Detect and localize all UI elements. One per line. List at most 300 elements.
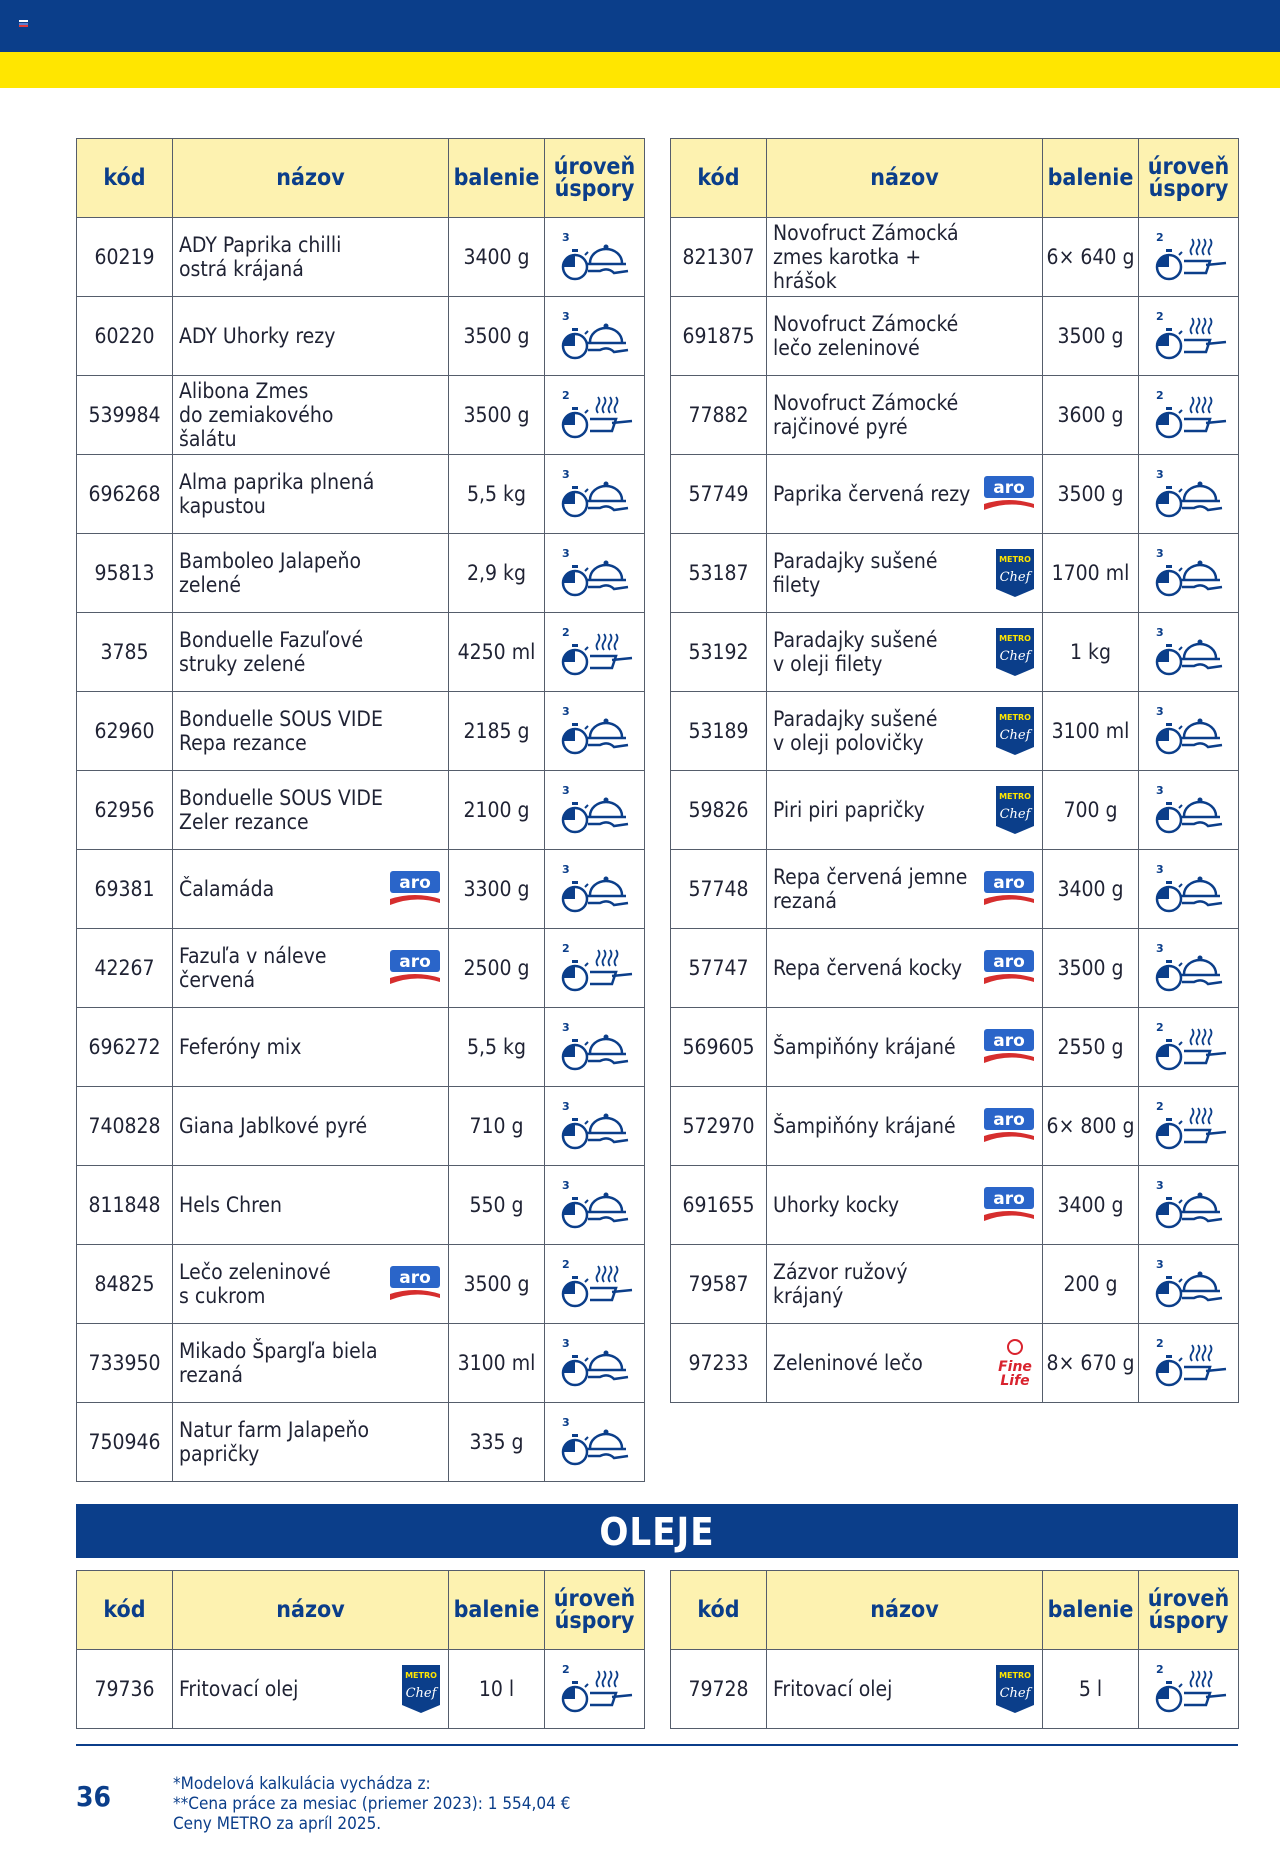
product-name-cell	[173, 850, 449, 929]
level-number: 3	[561, 231, 570, 244]
svg-text:Chef: Chef	[405, 1686, 437, 1701]
header-pack: balenie	[449, 1571, 545, 1650]
table-row	[77, 297, 645, 376]
savings-level	[1139, 1166, 1239, 1245]
cloche-icon	[556, 859, 634, 919]
footnote-2: **Cena práce za mesiac (priemer 2023): 1 554,04 €	[173, 1794, 571, 1814]
header-level	[545, 139, 645, 218]
pan-icon	[1150, 227, 1228, 287]
product-pack: 700 g	[1043, 771, 1139, 850]
svg-text:Chef: Chef	[999, 1686, 1031, 1701]
table-row	[77, 376, 645, 455]
product-pack: 3500 g	[1043, 929, 1139, 1008]
table-row	[671, 929, 1239, 1008]
product-code: 572970	[671, 1087, 767, 1166]
aro-logo	[982, 474, 1036, 514]
svg-text:aro: aro	[399, 1268, 431, 1288]
cloche-icon	[556, 1175, 634, 1235]
product-pack: 3500 g	[449, 376, 545, 455]
level-number: 3	[1155, 705, 1164, 718]
metro-chef-logo	[994, 784, 1036, 836]
cloche-icon	[556, 1333, 634, 1393]
product-name: Paradajky sušené v oleji polovičky	[773, 707, 938, 755]
savings-level	[545, 1166, 645, 1245]
fine-life-logo	[994, 1337, 1036, 1389]
header-code: kód	[671, 139, 767, 218]
product-name: Repa červená jemne rezaná	[773, 865, 968, 913]
product-name-cell	[173, 1087, 449, 1166]
product-pack: 5 l	[1043, 1650, 1139, 1729]
savings-level	[1139, 1650, 1239, 1729]
product-name: ADY Paprika chilli ostrá krájaná	[179, 233, 342, 281]
level-number: 3	[1155, 942, 1164, 955]
product-name-cell	[173, 376, 449, 455]
oil-table-right	[670, 1570, 1239, 1729]
svg-text:Fine: Fine	[998, 1359, 1032, 1375]
product-code: 79587	[671, 1245, 767, 1324]
cloche-icon	[556, 227, 634, 287]
header-name: názov	[173, 1571, 449, 1650]
cloche-icon	[556, 780, 634, 840]
product-name: Natur farm Jalapeňo papričky	[179, 1418, 369, 1466]
svg-text:METRO: METRO	[999, 1671, 1031, 1680]
products-table-left	[76, 138, 645, 1482]
level-number: 2	[561, 626, 570, 639]
product-pack: 3500 g	[1043, 455, 1139, 534]
level-number: 2	[561, 389, 570, 402]
product-name-cell	[173, 613, 449, 692]
product-pack: 1 kg	[1043, 613, 1139, 692]
header-name: názov	[173, 139, 449, 218]
product-name: Šampiňóny krájané	[773, 1035, 956, 1059]
pan-icon	[1150, 1096, 1228, 1156]
product-code: 57749	[671, 455, 767, 534]
header-level-line2: úspory	[1148, 1608, 1229, 1634]
level-number: 3	[561, 784, 570, 797]
pan-icon	[1150, 385, 1228, 445]
aro-logo	[982, 948, 1036, 988]
savings-level	[545, 455, 645, 534]
product-pack: 2,9 kg	[449, 534, 545, 613]
level-number: 2	[1155, 231, 1164, 244]
product-name: Hels Chren	[179, 1193, 283, 1217]
product-code: 53192	[671, 613, 767, 692]
header-level-line2: úspory	[554, 176, 635, 202]
product-pack: 8× 670 g	[1043, 1324, 1139, 1403]
product-name-cell	[173, 455, 449, 534]
pan-icon	[1150, 306, 1228, 366]
metro-chef-logo	[994, 705, 1036, 757]
savings-level	[1139, 1324, 1239, 1403]
product-pack: 3500 g	[1043, 297, 1139, 376]
product-code: 691655	[671, 1166, 767, 1245]
savings-level	[545, 692, 645, 771]
header-level-line1: úroveň	[1147, 1586, 1230, 1612]
product-pack: 3400 g	[449, 218, 545, 297]
svg-text:METRO: METRO	[999, 713, 1031, 722]
product-code: 733950	[77, 1324, 173, 1403]
header-code: kód	[77, 139, 173, 218]
savings-level	[1139, 1087, 1239, 1166]
table-row	[77, 613, 645, 692]
level-number: 2	[1155, 1021, 1164, 1034]
table-row	[671, 297, 1239, 376]
product-pack: 5,5 kg	[449, 1008, 545, 1087]
product-name-cell	[173, 1008, 449, 1087]
svg-text:METRO: METRO	[405, 1671, 437, 1680]
savings-level	[1139, 929, 1239, 1008]
level-number: 3	[1155, 1258, 1164, 1271]
product-pack: 4250 ml	[449, 613, 545, 692]
product-pack: 550 g	[449, 1166, 545, 1245]
level-number: 3	[561, 1100, 570, 1113]
pan-icon	[556, 1254, 634, 1314]
product-code: 539984	[77, 376, 173, 455]
product-name-cell	[767, 1008, 1043, 1087]
product-name: Zázvor ružový krájaný	[773, 1260, 908, 1308]
table-row	[671, 1008, 1239, 1087]
table-row	[671, 613, 1239, 692]
svg-text:aro: aro	[993, 1189, 1025, 1209]
level-number: 2	[561, 1663, 570, 1676]
level-number: 3	[561, 1021, 570, 1034]
level-number: 3	[561, 310, 570, 323]
level-number: 2	[561, 1258, 570, 1271]
table-row	[671, 1087, 1239, 1166]
table-row	[77, 534, 645, 613]
product-name: Zeleninové lečo	[773, 1351, 923, 1375]
savings-level	[1139, 613, 1239, 692]
savings-level	[1139, 218, 1239, 297]
product-name-cell	[767, 1650, 1043, 1729]
svg-text:aro: aro	[993, 873, 1025, 893]
level-number: 2	[1155, 310, 1164, 323]
header-pack: balenie	[1043, 1571, 1139, 1650]
cloche-icon	[1150, 543, 1228, 603]
svg-text:Life: Life	[1000, 1373, 1030, 1389]
table-row	[77, 1245, 645, 1324]
level-number: 3	[561, 705, 570, 718]
product-name-cell	[767, 376, 1043, 455]
product-name-cell	[767, 692, 1043, 771]
top-banner	[0, 0, 1280, 52]
section-title-oleje: OLEJE	[76, 1504, 1238, 1558]
svg-text:METRO: METRO	[999, 555, 1031, 564]
product-code: 79728	[671, 1650, 767, 1729]
product-name: Lečo zeleninové s cukrom	[179, 1260, 331, 1308]
cloche-icon	[1150, 859, 1228, 919]
product-code: 3785	[77, 613, 173, 692]
cloche-icon	[1150, 701, 1228, 761]
savings-level	[545, 218, 645, 297]
aro-logo	[388, 869, 442, 909]
product-name: Giana Jablkové pyré	[179, 1114, 368, 1138]
product-name-cell	[173, 929, 449, 1008]
level-number: 3	[1155, 1179, 1164, 1192]
header-name: názov	[767, 1571, 1043, 1650]
product-name: Feferóny mix	[179, 1035, 302, 1059]
product-name: ADY Uhorky rezy	[179, 324, 336, 348]
product-pack: 2550 g	[1043, 1008, 1139, 1087]
level-number: 3	[1155, 784, 1164, 797]
product-pack: 3600 g	[1043, 376, 1139, 455]
product-code: 691875	[671, 297, 767, 376]
pan-icon	[556, 622, 634, 682]
table-row	[671, 1245, 1239, 1324]
product-name-cell	[173, 218, 449, 297]
product-code: 42267	[77, 929, 173, 1008]
savings-level	[1139, 376, 1239, 455]
level-number: 3	[1155, 626, 1164, 639]
header-code: kód	[671, 1571, 767, 1650]
cloche-icon	[556, 1096, 634, 1156]
cloche-icon	[1150, 938, 1228, 998]
level-number: 2	[1155, 1337, 1164, 1350]
savings-level	[545, 1008, 645, 1087]
footnotes	[173, 1774, 570, 1834]
product-name: Šampiňóny krájané	[773, 1114, 956, 1138]
yellow-stripe	[0, 52, 1280, 88]
product-pack: 3400 g	[1043, 850, 1139, 929]
product-name: Bamboleo Jalapeňo zelené	[179, 549, 362, 597]
product-name: Bonduelle Fazuľové struky zelené	[179, 628, 364, 676]
footnote-3: Ceny METRO za apríl 2025.	[173, 1814, 382, 1834]
product-pack: 2100 g	[449, 771, 545, 850]
product-name-cell	[767, 297, 1043, 376]
table-row	[77, 850, 645, 929]
product-code: 60219	[77, 218, 173, 297]
table-row	[77, 692, 645, 771]
table-row	[671, 1324, 1239, 1403]
product-name-cell	[173, 534, 449, 613]
table-row	[671, 692, 1239, 771]
table-row	[77, 1650, 645, 1729]
footnote-1: *Modelová kalkulácia vychádza z:	[173, 1774, 431, 1794]
product-pack: 2500 g	[449, 929, 545, 1008]
svg-text:Chef: Chef	[999, 570, 1031, 585]
product-pack: 3300 g	[449, 850, 545, 929]
product-name: Alma paprika plnená kapustou	[179, 470, 375, 518]
header-level	[545, 1571, 645, 1650]
savings-level	[545, 771, 645, 850]
product-name: Čalamáda	[179, 877, 275, 901]
product-pack: 3100 ml	[1043, 692, 1139, 771]
product-pack: 6× 640 g	[1043, 218, 1139, 297]
product-name-cell	[767, 1245, 1043, 1324]
product-pack: 3400 g	[1043, 1166, 1139, 1245]
product-name: Repa červená kocky	[773, 956, 963, 980]
table-row	[671, 455, 1239, 534]
savings-level	[545, 613, 645, 692]
pan-icon	[556, 938, 634, 998]
level-number: 2	[1155, 1663, 1164, 1676]
savings-level	[1139, 455, 1239, 534]
level-number: 3	[561, 863, 570, 876]
products-table-right	[670, 138, 1239, 1403]
product-pack: 200 g	[1043, 1245, 1139, 1324]
product-code: 69381	[77, 850, 173, 929]
level-number: 3	[1155, 547, 1164, 560]
cloche-icon	[1150, 780, 1228, 840]
product-code: 821307	[671, 218, 767, 297]
product-code: 53187	[671, 534, 767, 613]
product-name-cell	[767, 534, 1043, 613]
flag-icon	[19, 20, 28, 27]
savings-level	[1139, 771, 1239, 850]
product-pack: 5,5 kg	[449, 455, 545, 534]
header-level-line2: úspory	[1148, 176, 1229, 202]
svg-text:Chef: Chef	[999, 728, 1031, 743]
product-code: 750946	[77, 1403, 173, 1482]
svg-text:Chef: Chef	[999, 807, 1031, 822]
product-pack: 3500 g	[449, 1245, 545, 1324]
aro-logo	[388, 1264, 442, 1304]
header-pack: balenie	[449, 139, 545, 218]
table-row	[77, 929, 645, 1008]
metro-chef-logo	[994, 1663, 1036, 1715]
product-pack: 335 g	[449, 1403, 545, 1482]
footer-divider	[76, 1744, 1238, 1746]
savings-level	[545, 1403, 645, 1482]
cloche-icon	[1150, 1175, 1228, 1235]
svg-text:aro: aro	[993, 478, 1025, 498]
level-number: 3	[561, 1416, 570, 1429]
product-name: Bonduelle SOUS VIDE Repa rezance	[179, 707, 383, 755]
savings-level	[545, 297, 645, 376]
savings-level	[545, 376, 645, 455]
cloche-icon	[556, 701, 634, 761]
table-row	[671, 1650, 1239, 1729]
svg-text:aro: aro	[993, 1110, 1025, 1130]
savings-level	[545, 1245, 645, 1324]
product-name: Fritovací olej	[179, 1677, 299, 1701]
product-name-cell	[767, 771, 1043, 850]
product-name: Novofruct Zámocké lečo zeleninové	[773, 312, 959, 360]
level-number: 3	[561, 468, 570, 481]
product-name-cell	[767, 1324, 1043, 1403]
product-name-cell	[767, 1087, 1043, 1166]
savings-level	[1139, 1008, 1239, 1087]
product-name: Fazuľa v náleve červená	[179, 944, 327, 992]
product-code: 53189	[671, 692, 767, 771]
product-code: 696268	[77, 455, 173, 534]
product-code: 57747	[671, 929, 767, 1008]
metro-chef-logo	[994, 626, 1036, 678]
table-row	[77, 1008, 645, 1087]
table-row	[77, 218, 645, 297]
product-pack: 10 l	[449, 1650, 545, 1729]
header-level-line2: úspory	[554, 1608, 635, 1634]
svg-text:METRO: METRO	[999, 634, 1031, 643]
product-code: 95813	[77, 534, 173, 613]
product-name-cell	[173, 771, 449, 850]
pan-icon	[1150, 1333, 1228, 1393]
product-name-cell	[173, 1650, 449, 1729]
level-number: 3	[1155, 863, 1164, 876]
svg-text:aro: aro	[399, 952, 431, 972]
table-row	[77, 1403, 645, 1482]
product-code: 59826	[671, 771, 767, 850]
level-number: 2	[1155, 1100, 1164, 1113]
aro-logo	[982, 1106, 1036, 1146]
svg-text:Chef: Chef	[999, 649, 1031, 664]
savings-level	[545, 1650, 645, 1729]
product-name-cell	[173, 1324, 449, 1403]
header-level	[1139, 139, 1239, 218]
product-name-cell	[173, 297, 449, 376]
product-code: 84825	[77, 1245, 173, 1324]
table-row	[671, 376, 1239, 455]
cloche-icon	[556, 1017, 634, 1077]
savings-level	[1139, 297, 1239, 376]
savings-level	[545, 929, 645, 1008]
aro-logo	[982, 869, 1036, 909]
aro-logo	[982, 1185, 1036, 1225]
metro-chef-logo	[400, 1663, 442, 1715]
product-code: 740828	[77, 1087, 173, 1166]
svg-text:METRO: METRO	[999, 792, 1031, 801]
product-code: 696272	[77, 1008, 173, 1087]
product-name: Novofruct Zámocké rajčinové pyré	[773, 391, 959, 439]
level-number: 2	[561, 942, 570, 955]
product-name: Paradajky sušené filety	[773, 549, 938, 597]
product-code: 62960	[77, 692, 173, 771]
product-name-cell	[767, 613, 1043, 692]
savings-level	[1139, 534, 1239, 613]
savings-level	[545, 1087, 645, 1166]
header-level-line1: úroveň	[1147, 154, 1230, 180]
table-row	[77, 1324, 645, 1403]
product-name: Mikado Špargľa biela rezaná	[179, 1339, 378, 1387]
savings-level	[545, 1324, 645, 1403]
product-name: Paprika červená rezy	[773, 482, 971, 506]
aro-logo	[388, 948, 442, 988]
cloche-icon	[1150, 622, 1228, 682]
table-row	[671, 534, 1239, 613]
svg-text:aro: aro	[993, 952, 1025, 972]
svg-text:aro: aro	[399, 873, 431, 893]
product-name: Novofruct Zámocká zmes karotka + hrášok	[773, 221, 959, 293]
product-name-cell	[767, 455, 1043, 534]
table-row	[77, 1087, 645, 1166]
product-name-cell	[173, 1403, 449, 1482]
savings-level	[1139, 1245, 1239, 1324]
product-code: 79736	[77, 1650, 173, 1729]
cloche-icon	[556, 464, 634, 524]
level-number: 3	[561, 1179, 570, 1192]
cloche-icon	[556, 543, 634, 603]
cloche-icon	[1150, 464, 1228, 524]
page-number: 36	[76, 1780, 112, 1813]
header-name: názov	[767, 139, 1043, 218]
product-pack: 2185 g	[449, 692, 545, 771]
header-level-line1: úroveň	[553, 154, 636, 180]
product-name-cell	[767, 1166, 1043, 1245]
level-number: 2	[1155, 389, 1164, 402]
level-number: 3	[1155, 468, 1164, 481]
product-code: 57748	[671, 850, 767, 929]
header-level-line1: úroveň	[553, 1586, 636, 1612]
product-name-cell	[767, 218, 1043, 297]
header-pack: balenie	[1043, 139, 1139, 218]
product-pack: 3100 ml	[449, 1324, 545, 1403]
product-code: 569605	[671, 1008, 767, 1087]
product-code: 77882	[671, 376, 767, 455]
level-number: 3	[561, 1337, 570, 1350]
product-code: 97233	[671, 1324, 767, 1403]
cloche-icon	[1150, 1254, 1228, 1314]
table-row	[671, 850, 1239, 929]
